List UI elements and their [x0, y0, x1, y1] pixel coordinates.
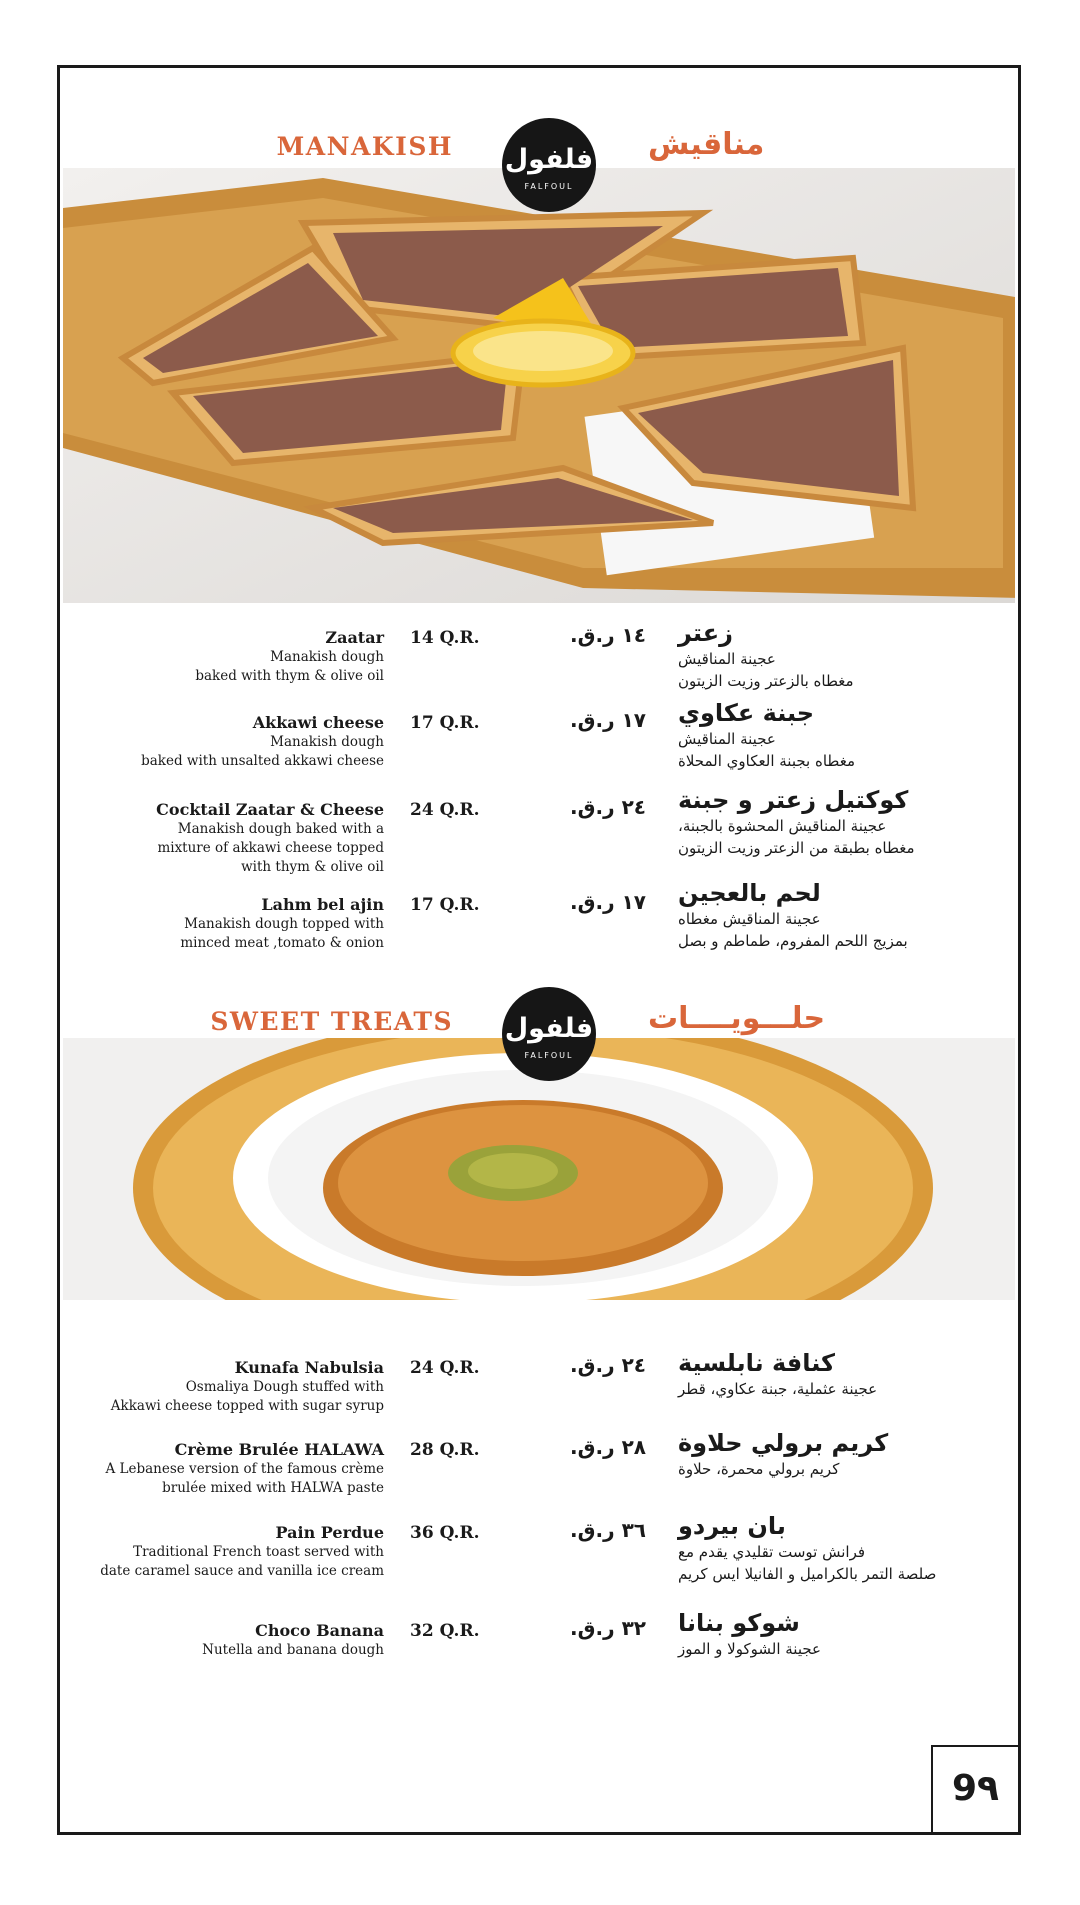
item-desc-ar-line: مغطاه بطبقة من الزعتر وزيت الزيتون — [678, 839, 915, 857]
item-desc-en-line: with thym & olive oil — [241, 859, 384, 875]
item-price-ar: ٢٨ ر.ق. — [570, 1435, 646, 1459]
item-desc-en-line: Nutella and banana dough — [202, 1642, 384, 1658]
menu-page — [57, 65, 1021, 1835]
item-desc-en-line: minced meat ,tomato & onion — [180, 935, 384, 951]
item-desc-ar-line: عجينة عثملية، جبنة عكاوي، قطر — [678, 1380, 878, 1398]
item-desc-ar-line: صلصة التمر بالكراميل و الفانيلا ايس كريم — [678, 1565, 937, 1583]
item-ar-block — [678, 1608, 1008, 1660]
item-desc-en-line: Manakish dough topped with — [184, 916, 384, 932]
item-desc-en-line: Manakish dough — [270, 649, 384, 665]
item-desc-en-line: baked with thym & olive oil — [195, 668, 384, 684]
item-desc-en-line: Traditional French toast served with — [133, 1544, 384, 1560]
item-en-block — [24, 1621, 384, 1660]
item-name-en: Kunafa Nabulsia — [234, 1358, 384, 1377]
section-title-en: MANAKISH — [276, 132, 453, 161]
item-desc-en-line: brulée mixed with HALWA paste — [162, 1480, 384, 1496]
item-name-en: Pain Perdue — [275, 1523, 384, 1542]
item-price-ar: ١٤ ر.ق. — [570, 623, 646, 647]
item-en-block — [24, 628, 384, 686]
item-name-ar: لحم بالعجين — [678, 879, 821, 907]
item-price-en: 17 Q.R. — [410, 713, 480, 733]
page-number: 9٩ — [931, 1745, 1018, 1832]
item-en-block — [24, 1440, 384, 1498]
item-price-ar: ٢٤ ر.ق. — [570, 795, 646, 819]
item-name-en: Choco Banana — [255, 1621, 384, 1640]
item-desc-ar-line: فرانش توست تقليدي يقدم مع — [678, 1543, 866, 1561]
item-desc-en-line: Manakish dough baked with a — [177, 821, 384, 837]
manakish-photo — [63, 168, 1015, 603]
item-desc-ar-line: عجينة المناقيش المحشوة بالجبنة، — [678, 817, 887, 835]
item-desc-ar-line: مغطاه بجبنة العكاوي المحلاة — [678, 752, 855, 770]
item-desc-en-line: date caramel sauce and vanilla ice cream — [100, 1563, 384, 1579]
item-name-en: Lahm bel ajin — [261, 895, 384, 914]
item-price-ar: ١٧ ر.ق. — [570, 708, 646, 732]
item-desc-en-line: Akkawi cheese topped with sugar syrup — [110, 1398, 384, 1414]
item-price-en: 32 Q.R. — [410, 1621, 480, 1641]
item-desc-ar-line: مغطاه بالزعتر وزيت الزيتون — [678, 672, 854, 690]
item-ar-block — [678, 618, 1008, 692]
item-en-block — [24, 1358, 384, 1416]
item-en-block — [24, 1523, 384, 1581]
item-name-ar: كنافة نابلسية — [678, 1349, 835, 1377]
item-price-en: 24 Q.R. — [410, 1358, 480, 1378]
manakish-illustration — [63, 168, 1015, 603]
item-price-ar: ٣٢ ر.ق. — [570, 1616, 646, 1640]
falfoul-logo — [502, 987, 596, 1081]
item-ar-block — [678, 878, 1008, 952]
item-desc-ar-line: عجينة الشوكولا و الموز — [678, 1640, 821, 1658]
item-ar-block — [678, 698, 1008, 772]
item-name-ar: كريم برولي حلاوة — [678, 1429, 889, 1457]
item-name-ar: شوكو بنانا — [678, 1609, 800, 1637]
item-desc-ar-line: بمزيج اللحم المفروم، طماطم و بصل — [678, 932, 908, 950]
item-en-block — [24, 895, 384, 953]
item-desc-en-line: Manakish dough — [270, 734, 384, 750]
item-name-en: Crème Brulée HALAWA — [174, 1440, 384, 1459]
falfoul-logo — [502, 118, 596, 212]
item-name-ar: كوكتيل زعتر و جبنة — [678, 786, 909, 814]
item-price-ar: ٣٦ ر.ق. — [570, 1518, 646, 1542]
item-desc-en-line: baked with unsalted akkawi cheese — [141, 753, 384, 769]
item-desc-en-line: A Lebanese version of the famous crème — [105, 1461, 384, 1477]
item-desc-en-line: mixture of akkawi cheese topped — [157, 840, 384, 856]
item-ar-block — [678, 1428, 1008, 1480]
item-price-en: 17 Q.R. — [410, 895, 480, 915]
item-desc-ar-line: عجينة المناقيش مغطاه — [678, 910, 821, 928]
item-price-ar: ١٧ ر.ق. — [570, 890, 646, 914]
item-name-ar: جبنة عكاوي — [678, 699, 815, 727]
logo-word: فلفول — [504, 144, 594, 175]
item-name-en: Zaatar — [325, 628, 384, 647]
item-ar-block — [678, 1348, 1008, 1400]
item-name-ar: بان بيردو — [678, 1512, 786, 1540]
section-title-ar: حلـــويــــات — [648, 1001, 826, 1036]
item-name-en: Akkawi cheese — [252, 713, 384, 732]
logo-word: فلفول — [504, 1013, 594, 1044]
item-price-en: 14 Q.R. — [410, 628, 480, 648]
item-ar-block — [678, 1511, 1008, 1585]
item-desc-ar-line: عجينة المناقيش — [678, 730, 776, 748]
item-price-ar: ٢٤ ر.ق. — [570, 1353, 646, 1377]
item-en-block — [24, 800, 384, 877]
item-desc-ar-line: كريم برولي محمرة، حلاوة — [678, 1460, 840, 1478]
item-name-ar: زعتر — [678, 619, 733, 647]
item-ar-block — [678, 785, 1008, 859]
logo-sub: FALFOUL — [524, 1051, 574, 1060]
item-desc-en-line: Osmaliya Dough stuffed with — [185, 1379, 384, 1395]
section-title-en: SWEET TREATS — [210, 1007, 453, 1036]
item-desc-ar-line: عجينة المناقيش — [678, 650, 776, 668]
item-price-en: 28 Q.R. — [410, 1440, 480, 1460]
logo-sub: FALFOUL — [524, 182, 574, 191]
item-name-en: Cocktail Zaatar & Cheese — [156, 800, 384, 819]
item-price-en: 24 Q.R. — [410, 800, 480, 820]
section-title-ar: مناقيش — [648, 127, 765, 162]
item-en-block — [24, 713, 384, 771]
item-price-en: 36 Q.R. — [410, 1523, 480, 1543]
